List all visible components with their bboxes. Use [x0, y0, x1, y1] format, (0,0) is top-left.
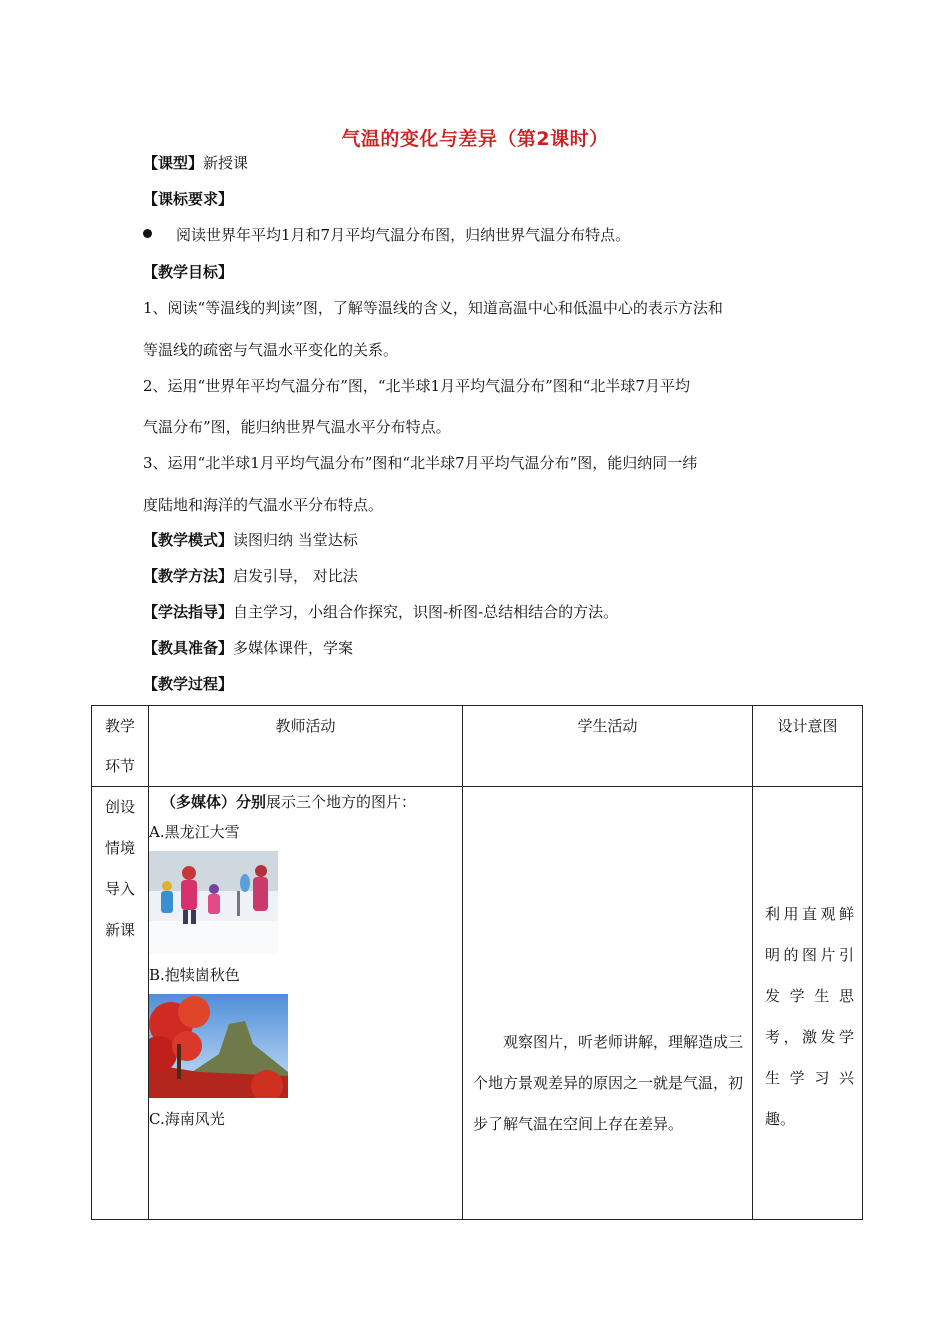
objective-2-line-2: 气温分布”图，能归纳世界气温水平分布特点。 — [143, 418, 451, 436]
table-row — [92, 787, 863, 1220]
table-header-row — [92, 706, 863, 787]
stage-cell: 创设 情境 导入 新课 — [92, 787, 149, 1220]
header-stage: 教学 环节 — [92, 706, 149, 787]
header-teacher: 教师活动 — [149, 706, 463, 787]
pic-a-caption: A.黑龙江大雪 — [149, 823, 240, 841]
objective-1-line-2: 等温线的疏密与气温水平变化的关系。 — [143, 341, 399, 359]
objective-3-line-1: 3、运用“北半球1月平均气温分布”图和“北半球7月平均气温分布”图，能归纳同一纬 — [143, 454, 698, 472]
design-intent-cell: 利用直观鲜明的图片引发学生思考，激发学生学习兴趣。 — [753, 787, 863, 1220]
pic-b-caption: B.抱犊崮秋色 — [149, 966, 240, 984]
teaching-process-table — [91, 705, 863, 1220]
objective-1-line-1: 1、阅读“等温线的判读”图，了解等温线的含义，知道高温中心和低温中心的表示方法和 — [143, 299, 723, 317]
objective-2-line-1: 2、运用“世界年平均气温分布”图，“北半球1月平均气温分布”图和“北半球7月平均 — [143, 377, 690, 395]
teaching-method: 【教学方法】启发引导， 对比法 — [143, 567, 358, 585]
page-title: 气温的变化与差异（第2课时） — [341, 128, 609, 150]
study-guidance: 【学法指导】自主学习，小组合作探究，识图-析图-总结相结合的方法。 — [143, 603, 619, 621]
teaching-tools: 【教具准备】多媒体课件，学案 — [143, 639, 354, 657]
bullet-icon — [143, 229, 152, 238]
curriculum-heading: 【课标要求】 — [143, 190, 234, 208]
teacher-activity-cell: （多媒体）分别展示三个地方的图片： A.黑龙江大雪 B.抱犊崮秋色 C.海南风光 — [149, 787, 463, 1220]
snow-photo-image — [149, 851, 278, 954]
objectives-heading: 【教学目标】 — [143, 263, 234, 281]
autumn-mountain-image — [149, 994, 288, 1098]
pic-c-caption: C.海南风光 — [149, 1110, 225, 1128]
curriculum-bullet: 阅读世界年平均1月和7月平均气温分布图，归纳世界气温分布特点。 — [143, 225, 630, 245]
teaching-mode: 【教学模式】读图归纳 当堂达标 — [143, 531, 358, 549]
lesson-type: 【课型】新授课 — [143, 154, 249, 172]
header-intent: 设计意图 — [753, 706, 863, 787]
header-student: 学生活动 — [463, 706, 753, 787]
process-heading: 【教学过程】 — [143, 675, 234, 693]
objective-3-line-2: 度陆地和海洋的气温水平分布特点。 — [143, 496, 384, 514]
student-activity-cell: 观察图片，听老师讲解，理解造成三个地方景观差异的原因之一就是气温，初步了解气温在空间上存在差异。 — [463, 787, 753, 1220]
